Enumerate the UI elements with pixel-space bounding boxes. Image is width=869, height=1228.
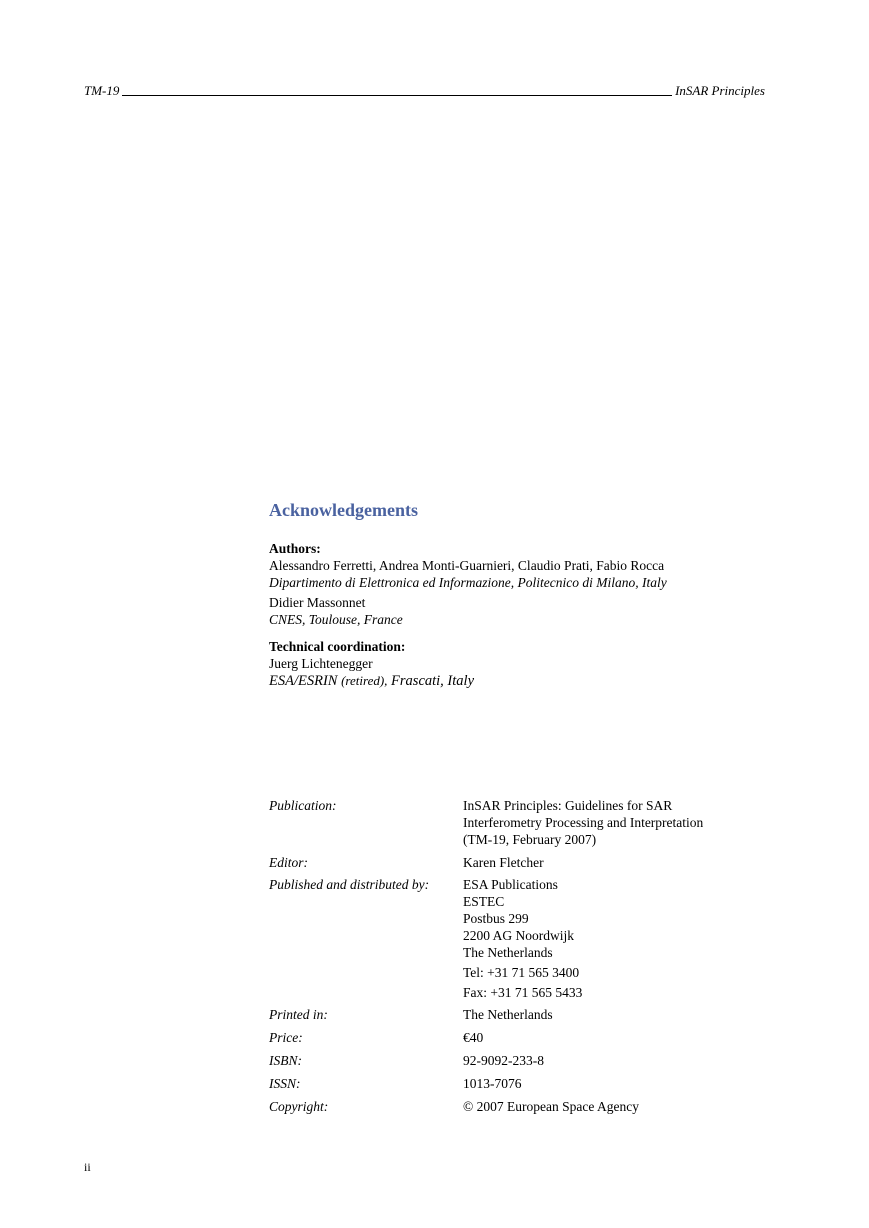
printed-label: Printed in: xyxy=(269,1007,328,1022)
printed-value: The Netherlands xyxy=(463,1007,553,1022)
price-value: €40 xyxy=(463,1030,484,1045)
price-label: Price: xyxy=(269,1030,303,1045)
coord-affiliation-org: ESA/ESRIN xyxy=(269,673,338,689)
issn-label: ISSN: xyxy=(269,1076,301,1091)
publication-line: Interferometry Processing and Interpretation xyxy=(463,815,704,830)
editor-value: Karen Fletcher xyxy=(463,855,544,870)
publication-line: InSAR Principles: Guidelines for SAR xyxy=(463,798,673,813)
copyright-row xyxy=(269,1098,749,1115)
coord-heading: Technical coordination: xyxy=(269,639,406,654)
fax-line: Fax: +31 71 565 5433 xyxy=(463,985,583,1000)
authors-block xyxy=(269,540,667,628)
publication-value xyxy=(463,797,749,848)
acknowledgements-title: Acknowledgements xyxy=(269,500,418,520)
authors-affiliation: Dipartimento di Elettronica ed Informazione, Politecnico di Milano, Italy xyxy=(269,575,667,590)
coord-name: Juerg Lichtenegger xyxy=(269,656,373,671)
header-right: InSAR Principles xyxy=(675,83,765,98)
coord-affiliation-retired: (retired), xyxy=(341,673,388,688)
coord-affiliation xyxy=(269,672,474,690)
issn-value: 1013-7076 xyxy=(463,1076,522,1091)
copyright-value: © 2007 European Space Agency xyxy=(463,1099,639,1114)
address-line: The Netherlands xyxy=(463,945,553,960)
printed-row xyxy=(269,1006,749,1023)
address-line: Postbus 299 xyxy=(463,911,529,926)
running-header xyxy=(84,83,765,99)
header-left: TM-19 xyxy=(84,83,120,98)
author2-affiliation: CNES, Toulouse, France xyxy=(269,612,403,627)
page-number: ii xyxy=(84,1160,91,1174)
publication-label: Publication: xyxy=(269,798,337,813)
issn-row xyxy=(269,1075,749,1092)
isbn-label: ISBN: xyxy=(269,1053,302,1068)
author2-name: Didier Massonnet xyxy=(269,595,366,610)
editor-label: Editor: xyxy=(269,855,308,870)
distributed-label: Published and distributed by: xyxy=(269,877,430,892)
publication-row xyxy=(269,797,749,848)
authors-names: Alessandro Ferretti, Andrea Monti-Guarnieri, Claudio Prati, Fabio Rocca xyxy=(269,558,665,573)
address-line: 2200 AG Noordwijk xyxy=(463,928,574,943)
publication-line: (TM-19, February 2007) xyxy=(463,832,597,847)
distributed-value xyxy=(463,876,749,1001)
editor-row xyxy=(269,854,749,871)
copyright-label: Copyright: xyxy=(269,1099,329,1114)
coordination-block xyxy=(269,638,474,690)
tel-line: Tel: +31 71 565 3400 xyxy=(463,965,580,980)
price-row xyxy=(269,1029,749,1046)
authors-heading: Authors: xyxy=(269,541,321,556)
publication-table xyxy=(269,797,749,1115)
isbn-row xyxy=(269,1052,749,1069)
address-line: ESTEC xyxy=(463,894,505,909)
coord-affiliation-city: Frascati, Italy xyxy=(391,673,475,689)
distributed-row xyxy=(269,876,749,1001)
address-line: ESA Publications xyxy=(463,877,558,892)
isbn-value: 92-9092-233-8 xyxy=(463,1053,544,1068)
header-rule xyxy=(122,95,672,96)
